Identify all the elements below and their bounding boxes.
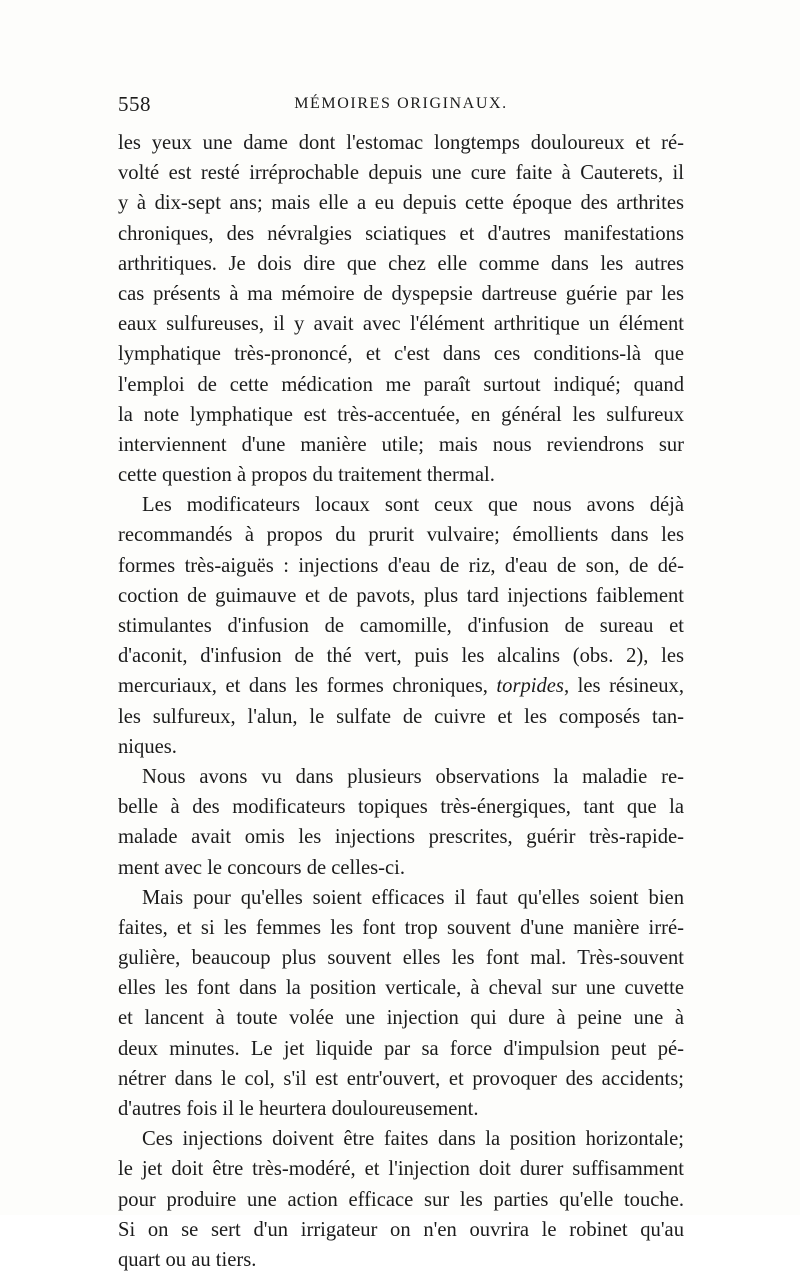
text-line: y à dix-sept ans; mais elle a eu depuis cette époque des arthrites	[118, 192, 684, 215]
text-line: stimulantes d'infusion de camomille, d'infusion de sureau et	[118, 615, 684, 637]
text-line: Les modificateurs locaux sont ceux que nous avons déjà	[142, 494, 684, 517]
text-line: et lancent à toute volée une injection qui dure à peine une à	[118, 1007, 684, 1030]
text-line: lymphatique très-prononcé, et c'est dans ces conditions-là que	[118, 343, 684, 366]
text-line: les yeux une dame dont l'estomac longtemps douloureux et ré-	[118, 132, 684, 154]
text-line: malade avait omis les injections prescrites, guérir très-rapide-	[118, 826, 684, 849]
text-line: cette question à propos du traitement thermal.	[118, 464, 495, 487]
text-line: quart ou au tiers.	[118, 1248, 257, 1271]
text-line: l'emploi de cette médication me paraît surtout indiqué; quand	[118, 373, 684, 396]
paragraph	[118, 883, 684, 1125]
text-line: Nous avons vu dans plusieurs observations la maladie re-	[142, 765, 684, 788]
text-line: volté est resté irréprochable depuis une cure faite à Cauterets, il	[118, 162, 684, 185]
text-line: la note lymphatique est très-accentuée, en général les sulfureux	[118, 403, 684, 426]
text-line: interviennent d'une manière utile; mais nous reviendrons sur	[118, 433, 684, 456]
text-line: belle à des modificateurs topiques très-énergiques, tant que la	[118, 796, 684, 819]
text-line: d'autres fois il le heurtera douloureusement.	[118, 1098, 479, 1120]
running-head	[118, 92, 684, 118]
text-line: le jet doit être très-modéré, et l'injection doit durer suffisamment	[118, 1158, 684, 1181]
text-line: mercuriaux, et dans les formes chroniques, torpides, les résineux,	[118, 675, 684, 698]
text-line: niques.	[118, 735, 177, 758]
text-line: les sulfureux, l'alun, le sulfate de cuivre et les composés tan-	[118, 705, 684, 728]
text-line: formes très-aiguës : injections d'eau de riz, d'eau de son, de dé-	[118, 554, 684, 577]
text-line: eaux sulfureuses, il y avait avec l'élément arthritique un élément	[118, 313, 684, 336]
text-line: Ces injections doivent être faites dans la position horizontale;	[142, 1128, 684, 1151]
page-number: 558	[118, 92, 151, 116]
paragraph	[118, 762, 684, 883]
text-line: gulière, beaucoup plus souvent elles les font mal. Très-souvent	[118, 947, 684, 970]
text-line: Mais pour qu'elles soient efficaces il faut qu'elles soient bien	[142, 886, 684, 909]
text-line: coction de guimauve et de pavots, plus tard injections faiblement	[118, 584, 684, 607]
text-line: deux minutes. Le jet liquide par sa force d'impulsion peut pé-	[118, 1037, 684, 1060]
text-line: pour produire une action efficace sur les parties qu'elle touche.	[118, 1188, 684, 1211]
paragraph	[118, 1124, 684, 1275]
text-line: ment avec le concours de celles-ci.	[118, 856, 406, 879]
paragraph	[118, 128, 684, 490]
text-line: elles les font dans la position verticale, à cheval sur une cuvette	[118, 977, 684, 1000]
text-line: faites, et si les femmes les font trop souvent d'une manière irré-	[118, 916, 684, 939]
text-line: Si on se sert d'un irrigateur on n'en ouvrira le robinet qu'au	[118, 1218, 684, 1241]
text-line: recommandés à propos du prurit vulvaire; émollients dans les	[118, 524, 684, 547]
body-text	[118, 128, 684, 1275]
text-line: nétrer dans le col, s'il est entr'ouvert, et provoquer des accidents;	[118, 1067, 684, 1090]
text-line: cas présents à ma mémoire de dyspepsie dartreuse guérie par les	[118, 282, 684, 305]
paragraph	[118, 490, 684, 762]
text-line: d'aconit, d'infusion de thé vert, puis les alcalins (obs. 2), les	[118, 645, 684, 668]
running-title: MÉMOIRES ORIGINAUX.	[294, 95, 508, 112]
text-line: arthritiques. Je dois dire que chez elle comme dans les autres	[118, 252, 684, 275]
text-line: chroniques, des névralgies sciatiques et d'autres manifestations	[118, 222, 684, 245]
